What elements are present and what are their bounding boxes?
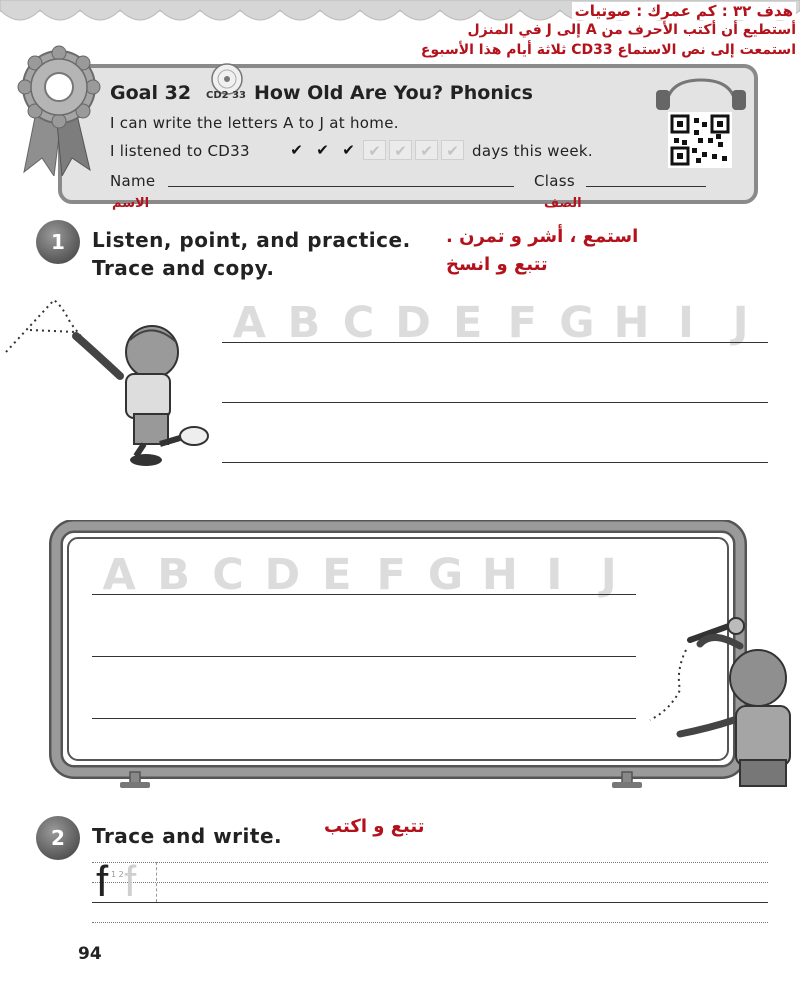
day-tick-3[interactable]: ✔: [342, 141, 355, 159]
class-field[interactable]: [586, 186, 706, 187]
exercise-1-subtitle: Trace and copy.: [92, 256, 275, 280]
trace-letter-a: A: [102, 550, 136, 600]
trace-letter-j: J: [600, 550, 617, 600]
exercise-2-title: Trace and write.: [92, 824, 283, 848]
boy-writing-illustration: [640, 610, 800, 790]
name-field[interactable]: [168, 186, 514, 187]
day-tick-1[interactable]: ✔: [290, 141, 303, 159]
exercise-1-arabic-line-1: استمع ، أشر و تمرن .: [446, 226, 639, 247]
trace-letter-d: D: [395, 298, 431, 348]
writing-line: [222, 342, 768, 343]
day-tick-5[interactable]: ✔: [389, 140, 412, 160]
board-writing-line: [92, 594, 636, 595]
exercise-1-title: Listen, point, and practice.: [92, 228, 411, 252]
qr-code-icon: [668, 112, 732, 168]
board-writing-line: [92, 718, 636, 719]
goal-box: [58, 64, 758, 204]
trace-letter-f: f: [124, 857, 137, 906]
class-label: Class: [534, 172, 575, 190]
trace-letter-i: I: [546, 550, 563, 600]
arabic-class-label: الصف: [544, 196, 582, 211]
goal-subtitle: How Old Are You? Phonics: [254, 82, 533, 104]
award-ribbon-icon: [14, 42, 104, 176]
day-tick-4[interactable]: ✔: [363, 140, 386, 160]
arabic-goal-line-3: استمعت إلى نص الاستماع CD33 ثلاثة أيام هذا الأسبوع: [420, 42, 796, 58]
trace-letter-f: F: [507, 298, 537, 348]
trace-letter-j: J: [732, 298, 749, 348]
trace-letter-e: E: [322, 550, 352, 600]
goal-statement: I can write the letters A to J at home.: [110, 114, 399, 132]
board-writing-line: [92, 656, 636, 657]
trace-letter-e: E: [452, 298, 483, 348]
trace-letter-a: A: [232, 298, 266, 348]
listened-prefix: I listened to CD33: [110, 142, 250, 160]
exercise-1-number: 1: [36, 220, 80, 264]
arabic-goal-heading: هدف ٣٢ : كم عمرك : صوتيات: [572, 2, 796, 20]
trace-letter-d: D: [264, 550, 301, 600]
writing-line: [222, 462, 768, 463]
stroke-order-hint: 1 2: [111, 870, 124, 879]
day-tick-7[interactable]: ✔: [441, 140, 464, 160]
name-label: Name: [110, 172, 156, 190]
letter-divider: [156, 862, 157, 902]
listened-suffix: days this week.: [472, 142, 593, 160]
handwriting-base-line: [92, 902, 768, 903]
exercise-2-arabic-title: تتبع و اكتب: [324, 816, 425, 837]
boy-pointing-illustration: [0, 296, 230, 476]
trace-letter-h: H: [613, 298, 650, 348]
trace-letter-h: H: [481, 550, 518, 600]
cd-track-label: CD2 33: [206, 90, 246, 101]
handwriting-mid-line: [92, 882, 768, 883]
handwriting-top-line: [92, 862, 768, 863]
page-number: 94: [78, 944, 102, 964]
writing-line: [222, 402, 768, 403]
day-tick-2[interactable]: ✔: [316, 141, 329, 159]
trace-letter-f: F: [376, 550, 406, 600]
model-letter-f: f: [96, 857, 109, 906]
goal-number: Goal 32: [110, 82, 192, 104]
days-tick-row: [285, 140, 464, 160]
day-tick-6[interactable]: ✔: [415, 140, 438, 160]
trace-letters-row-2: [92, 550, 636, 600]
trace-letters-row-1: [222, 298, 768, 348]
arabic-goal-line-2: أستطيع أن أكتب الأحرف من A إلى J في المنزل: [467, 22, 796, 38]
arabic-name-label: الاسم: [112, 196, 150, 211]
exercise-2-number: 2: [36, 816, 80, 860]
trace-letter-g: G: [559, 298, 595, 348]
trace-letter-b: B: [157, 550, 190, 600]
headphones-icon: [652, 76, 750, 116]
trace-letter-c: C: [212, 550, 244, 600]
trace-letter-c: C: [342, 298, 375, 348]
trace-letter-i: I: [678, 298, 695, 348]
exercise-1-arabic-line-2: تتبع و انسخ: [446, 254, 548, 275]
handwriting-bottom-line: [92, 922, 768, 923]
trace-letter-b: B: [287, 298, 321, 348]
trace-letter-g: G: [427, 550, 464, 600]
